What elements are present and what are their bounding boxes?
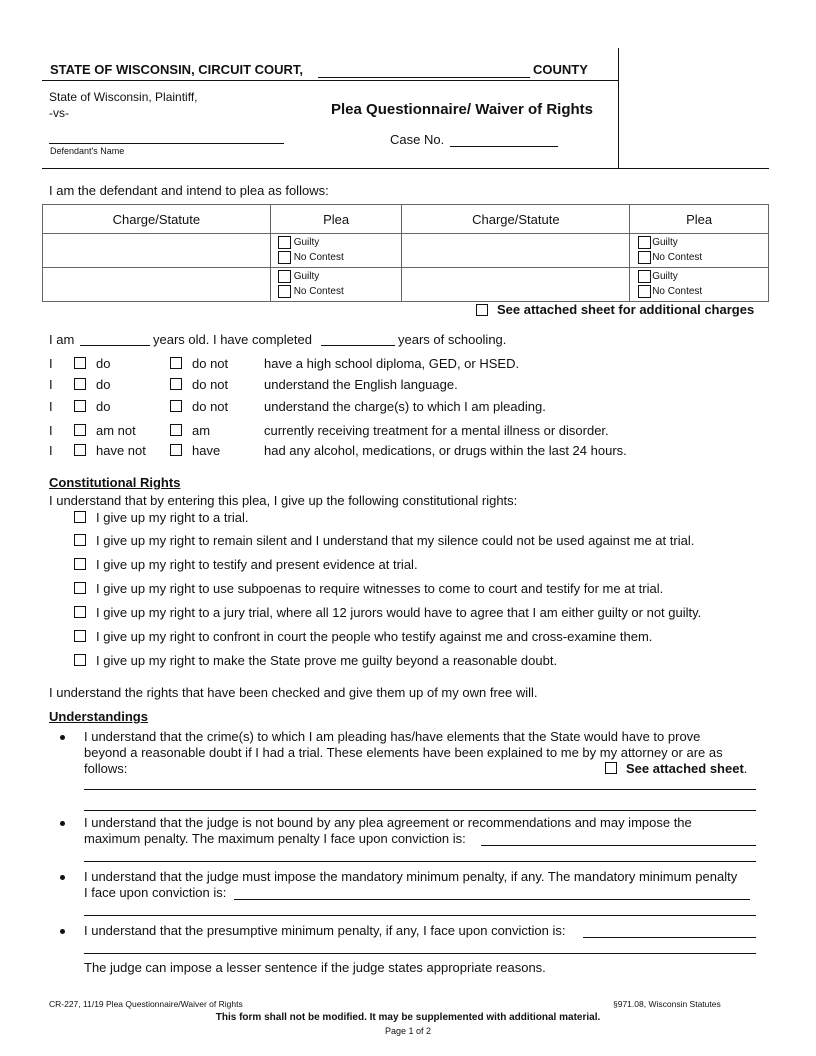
age-suffix-text: years of schooling. — [398, 332, 507, 347]
footer-statute: §971.08, Wisconsin Statutes — [613, 999, 721, 1009]
status-option-2-label: do not — [192, 356, 229, 371]
guilty-label: Guilty — [652, 237, 678, 248]
no-contest-label: No Contest — [652, 286, 703, 297]
no-contest-checkbox[interactable] — [638, 251, 651, 264]
right-confront-text: I give up my right to confront in court the people who testify against me and cross-examine them. — [96, 629, 653, 644]
status-option-1-checkbox[interactable] — [74, 424, 86, 436]
charge-statute-cell[interactable] — [43, 268, 271, 302]
status-option-1-checkbox[interactable] — [74, 357, 86, 369]
additional-charges-label: See attached sheet for additional charges — [497, 302, 755, 317]
right-testify-text: I give up my right to testify and present evidence at trial. — [96, 557, 418, 572]
status-option-2-label: have — [192, 443, 221, 458]
right-jury-trial-text: I give up my right to a jury trial, where all 12 jurors would have to agree that I am either guilty or not guilty. — [96, 605, 702, 620]
status-i: I — [49, 423, 53, 438]
status-option-2-label: do not — [192, 377, 229, 392]
status-statement: currently receiving treatment for a mental illness or disorder. — [264, 423, 609, 438]
lesser-sentence-note: The judge can impose a lesser sentence if the judge states appropriate reasons. — [84, 960, 546, 975]
right-silent-checkbox[interactable] — [74, 534, 86, 546]
court-line-label: STATE OF WISCONSIN, CIRCUIT COURT, — [50, 62, 304, 77]
status-option-2-checkbox[interactable] — [170, 444, 182, 456]
charge-statute-cell[interactable] — [402, 234, 630, 268]
right-jury-trial-checkbox[interactable] — [74, 606, 86, 618]
understanding-max-penalty-line1: I understand that the judge is not bound by any plea agreement or recommendations and may impose the — [84, 815, 692, 830]
charge-row-1 — [43, 234, 769, 268]
understandings-heading: Understandings — [49, 709, 148, 724]
defendant-caption-a: Defendant's — [50, 146, 98, 156]
right-trial-text: I give up my right to a trial. — [96, 510, 249, 525]
see-attached-period: . — [743, 761, 748, 776]
mandatory-min-field[interactable] — [234, 899, 750, 900]
bullet-icon — [60, 929, 65, 934]
status-option-2-checkbox[interactable] — [170, 378, 182, 390]
charge-statute-cell[interactable] — [43, 234, 271, 268]
header-charge-statute-2: Charge/Statute — [402, 205, 630, 234]
status-option-1-label: do — [96, 399, 111, 414]
status-option-1-checkbox[interactable] — [74, 400, 86, 412]
header-plea-1: Plea — [270, 205, 402, 234]
status-i: I — [49, 377, 53, 392]
right-subpoena-text: I give up my right to use subpoenas to require witnesses to come to court and testify for me at trial. — [96, 581, 664, 596]
guilty-label: Guilty — [293, 271, 320, 282]
no-contest-label: No Contest — [652, 252, 703, 263]
no-contest-checkbox[interactable] — [638, 285, 651, 298]
guilty-checkbox[interactable] — [638, 236, 651, 249]
age-prefix: I am — [49, 332, 75, 347]
charge-row-2 — [43, 268, 769, 302]
understanding-elements-line1: I understand that the crime(s) to which I am pleading has/have elements that the State would have to prove — [84, 729, 701, 744]
header-charge-statute-1: Charge/Statute — [43, 205, 271, 234]
understanding-mandatory-min-line2: I face upon conviction is: — [84, 885, 227, 900]
header-divider-vertical — [618, 48, 619, 168]
age-middle-text: years old. I have completed — [153, 332, 312, 347]
charges-table-header-row — [43, 205, 769, 234]
elements-answer-line-1[interactable] — [84, 789, 756, 790]
status-option-2-label: am — [192, 423, 211, 438]
charge-statute-cell[interactable] — [402, 268, 630, 302]
right-silent-text: I give up my right to remain silent and I understand that my silence could not be used against me at trial. — [96, 533, 695, 548]
footer-form-id: CR-227, 11/19 Plea Questionnaire/Waiver of Rights — [49, 999, 243, 1009]
status-option-1-checkbox[interactable] — [74, 444, 86, 456]
guilty-checkbox[interactable] — [278, 270, 291, 283]
status-option-1-label: do — [96, 356, 111, 371]
status-option-2-checkbox[interactable] — [170, 424, 182, 436]
right-state-proof-checkbox[interactable] — [74, 654, 86, 666]
county-label: COUNTY — [533, 62, 588, 77]
status-i: I — [49, 399, 53, 414]
schooling-years-field[interactable] — [321, 345, 395, 346]
status-statement: understand the English language. — [264, 377, 458, 392]
status-statement: understand the charge(s) to which I am pleading. — [264, 399, 546, 414]
header-bottom-rule — [42, 168, 769, 169]
guilty-label: Guilty — [652, 271, 678, 282]
case-number-label: Case No. — [390, 132, 445, 147]
max-penalty-field-line-2[interactable] — [84, 861, 756, 862]
charges-table — [42, 204, 769, 302]
status-option-2-label: do not — [192, 399, 229, 414]
plea-cell — [270, 234, 402, 268]
form-title: Plea Questionnaire/ Waiver of Rights — [331, 101, 594, 118]
see-attached-sheet-text: See attached sheet — [626, 761, 744, 776]
see-attached-sheet-label — [626, 761, 747, 776]
right-subpoena-checkbox[interactable] — [74, 582, 86, 594]
presumptive-min-field[interactable] — [583, 937, 756, 938]
status-option-1-label: am not — [96, 423, 136, 438]
age-field[interactable] — [80, 345, 150, 346]
constitutional-rights-intro: I understand that by entering this plea, I give up the following constitutional rights: — [49, 493, 518, 508]
guilty-checkbox[interactable] — [638, 270, 651, 283]
right-trial-checkbox[interactable] — [74, 511, 86, 523]
understanding-elements-line3: follows: — [84, 761, 128, 776]
no-contest-checkbox[interactable] — [278, 285, 291, 298]
status-statement: have a high school diploma, GED, or HSED. — [264, 356, 520, 371]
status-option-1-checkbox[interactable] — [74, 378, 86, 390]
status-option-1-label: do — [96, 377, 111, 392]
bullet-icon — [60, 821, 65, 826]
guilty-label: Guilty — [293, 237, 320, 248]
no-contest-label: No Contest — [293, 252, 344, 263]
bullet-icon — [60, 735, 65, 740]
max-penalty-field[interactable] — [481, 845, 756, 846]
right-state-proof-text: I give up my right to make the State prove me guilty beyond a reasonable doubt. — [96, 653, 558, 668]
footer-notice: This form shall not be modified. It may be supplemented with additional material. — [215, 1012, 601, 1023]
defendant-name-caption — [50, 146, 124, 156]
understanding-mandatory-min-line1: I understand that the judge must impose the mandatory minimum penalty, if any. The mandatory minimum penalty — [84, 869, 738, 884]
plea-cell — [270, 268, 402, 302]
defendant-name-field[interactable] — [49, 143, 284, 144]
defendant-caption-b: Name — [100, 146, 125, 156]
rights-closing-statement: I understand the rights that have been checked and give them up of my own free will. — [49, 685, 538, 700]
presumptive-min-field-line-2[interactable] — [84, 953, 756, 954]
elements-answer-line-2[interactable] — [84, 810, 756, 811]
status-option-2-checkbox[interactable] — [170, 357, 182, 369]
right-confront-checkbox[interactable] — [74, 630, 86, 642]
see-attached-sheet-checkbox[interactable] — [605, 762, 617, 774]
constitutional-rights-heading: Constitutional Rights — [49, 475, 181, 490]
status-statement: had any alcohol, medications, or drugs within the last 24 hours. — [264, 443, 627, 458]
status-option-1-label: have not — [96, 443, 146, 458]
mandatory-min-field-line-2[interactable] — [84, 915, 756, 916]
versus-label: -vs- — [49, 106, 69, 120]
page-number: Page 1 of 2 — [384, 1026, 432, 1036]
case-number-field[interactable] — [450, 146, 558, 147]
header-plea-2: Plea — [630, 205, 769, 234]
plaintiff-label: State of Wisconsin, Plaintiff, — [49, 90, 198, 104]
understanding-elements-line2: beyond a reasonable doubt if I had a trial. These elements have been explained to me by my attorney or are as — [84, 745, 723, 760]
header-top-rule — [42, 80, 618, 81]
status-i: I — [49, 443, 53, 458]
no-contest-label: No Contest — [293, 286, 344, 297]
plea-cell — [630, 268, 769, 302]
status-option-2-checkbox[interactable] — [170, 400, 182, 412]
plea-cell — [630, 234, 769, 268]
county-name-field[interactable] — [318, 77, 530, 78]
status-i: I — [49, 356, 53, 371]
understanding-max-penalty-line2: maximum penalty. The maximum penalty I face upon conviction is: — [84, 831, 466, 846]
no-contest-checkbox[interactable] — [278, 251, 291, 264]
understanding-presumptive-min: I understand that the presumptive minimum penalty, if any, I face upon conviction is: — [84, 923, 566, 938]
intro-text: I am the defendant and intend to plea as follows: — [49, 183, 329, 198]
additional-charges-checkbox[interactable] — [476, 304, 488, 316]
guilty-checkbox[interactable] — [278, 236, 291, 249]
right-testify-checkbox[interactable] — [74, 558, 86, 570]
bullet-icon — [60, 875, 65, 880]
